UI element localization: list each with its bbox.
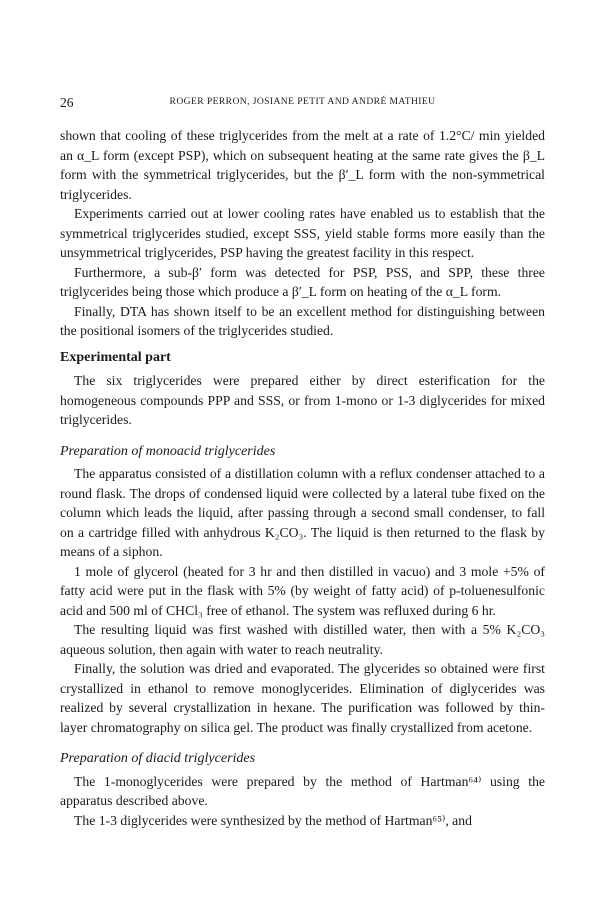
page-number: 26	[60, 95, 74, 110]
paragraph: Experiments carried out at lower cooling rates have enabled us to establish that the symmetrical triglycerides studied, except SSS, yield stable forms more easily than the unsymmetrical triglycerides, PSP having the greatest facility in this respect.	[60, 206, 545, 260]
paragraph: The six triglycerides were prepared either by direct esterification for the homogeneous compounds PPP and SSS, or from 1-mono or 1-3 diglycerides for mixed triglycerides.	[60, 373, 545, 427]
paragraph: Finally, DTA has shown itself to be an excellent method for distinguishing between the positional isomers of the triglycerides studied.	[60, 303, 545, 338]
paragraph: The apparatus consisted of a distillation column with a reflux condenser attached to a round flask. The drops of condensed liquid were collected by a lateral tube fixed on the column which leads the liquid, after passing through a second small condenser, to fall on a cartridge filled with anhydrous K₂CO₃. The liquid is then returned to the flask by means of a siphon.	[60, 466, 545, 559]
page-header	[60, 95, 545, 111]
body-text	[60, 126, 545, 830]
paragraph: The 1-monoglycerides were prepared by the method of Hartman⁶⁴⁾ using the apparatus described above.	[60, 773, 545, 808]
section-heading: Experimental part	[60, 349, 171, 365]
running-head: ROGER PERRON, JOSIANE PETIT AND ANDRÉ MATHIEU	[169, 96, 436, 107]
paragraph: shown that cooling of these triglycerides from the melt at a rate of 1.2°C/ min yielded an α_L form (except PSP), which on subsequent heating at the same rate gives the β_L form with the symmetrical triglycerides, but the β′_L form with the non-symmetrical triglycerides.	[60, 128, 545, 202]
paragraph: 1 mole of glycerol (heated for 3 hr and then distilled in vacuo) and 3 mole +5% of fatty acid were put in the flask with 5% (by weight of fatty acid) of p-toluenesulfonic acid and 500 ml of CHCl₃ free of ethanol. The system was refluxed during 6 hr.	[60, 563, 545, 618]
paragraph: Finally, the solution was dried and evaporated. The glycerides so obtained were first crystallized in ethanol to remove monoglycerides. Elimination of diglycerides was realized by several crystallization in hexane. The purification was followed by thin-layer chromatography on silica gel. The product was finally crystallized from acetone.	[60, 661, 545, 735]
paragraph: The resulting liquid was first washed with distilled water, then with a 5% K₂CO₃ aqueous solution, then again with water to reach neutrality.	[60, 622, 545, 657]
subsection-heading: Preparation of diacid triglycerides	[60, 751, 256, 766]
paragraph: Furthermore, a sub-β′ form was detected for PSP, PSS, and SPP, these three triglycerides being those which produce a β′_L form on heating of the α_L form.	[60, 264, 545, 299]
paragraph: The 1-3 diglycerides were synthesized by the method of Hartman⁶⁵⁾, and	[74, 812, 472, 828]
subsection-heading: Preparation of monoacid triglycerides	[60, 443, 276, 459]
